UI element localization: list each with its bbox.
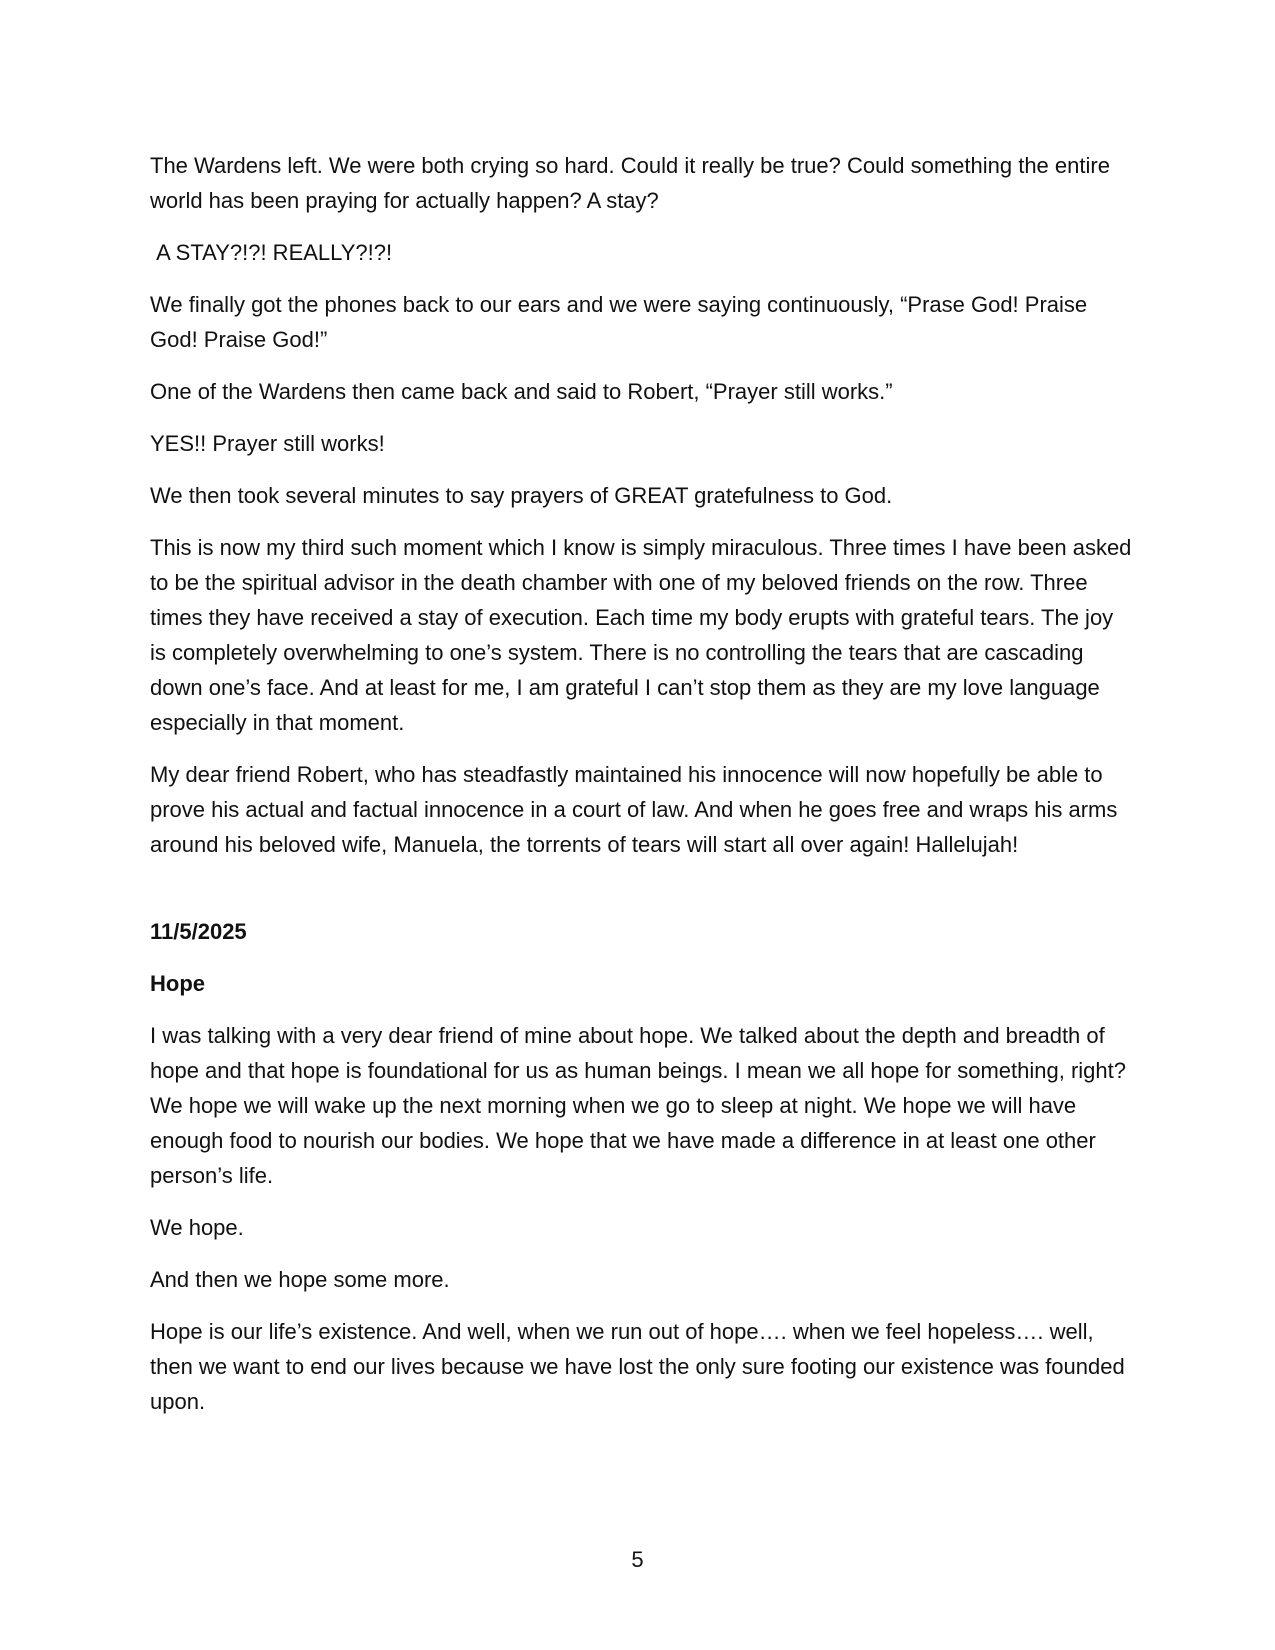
paragraph-third-moment: This is now my third such moment which I know is simply miraculous. Three times I have been asked to be the spiritual advisor in the death chamber with one of my beloved friends on the row. Three times they have received a stay of execution. Each time my body erupts with grateful tears. The joy is completely overwhelming to one’s system. There is no controlling the tears that are cascading down one’s face. And at least for me, I am grateful I can’t stop them as they are my love language especially in that moment. xyxy=(150,535,1132,735)
entry-title: Hope xyxy=(150,971,205,996)
paragraph-talking-about-hope: I was talking with a very dear friend of mine about hope. We talked about the depth and breadth of hope and that hope is foundational for us as human beings. I mean we all hope for something, right? We hope we will wake up the next morning when we go to sleep at night. We hope we will have enough food to nourish our bodies. We hope that we have made a difference in at least one other person’s life. xyxy=(150,1023,1126,1188)
paragraph-warden-came-back: One of the Wardens then came back and said to Robert, “Prayer still works.” xyxy=(150,379,893,404)
paragraph-prayers-of-gratefulness: We then took several minutes to say prayers of GREAT gratefulness to God. xyxy=(150,483,893,508)
paragraph-wardens-left: The Wardens left. We were both crying so hard. Could it really be true? Could something the entire world has been praying for actually happen? A stay? xyxy=(150,153,1110,213)
paragraph-hope-existence: Hope is our life’s existence. And well, when we run out of hope…. when we feel hopeless…. well, then we want to end our lives because we have lost the only sure footing our existence was founded upon. xyxy=(150,1319,1125,1414)
paragraph-phones-back: We finally got the phones back to our ears and we were saying continuously, “Prase God! Praise God! Praise God!” xyxy=(150,292,1088,352)
page-content xyxy=(150,148,1135,1436)
paragraph-dear-friend-robert: My dear friend Robert, who has steadfastly maintained his innocence will now hopefully be able to prove his actual and factual innocence in a court of law. And when he goes free and wraps his arms around his beloved wife, Manuela, the torrents of tears will start all over again! Hallelujah! xyxy=(150,762,1118,857)
entry-date: 11/5/2025 xyxy=(150,919,247,944)
page-number: 5 xyxy=(631,1547,644,1572)
paragraph-we-hope: We hope. xyxy=(150,1215,244,1240)
section-spacer xyxy=(150,879,1135,914)
paragraph-prayer-still-works: YES!! Prayer still works! xyxy=(150,431,385,456)
paragraph-hope-some-more: And then we hope some more. xyxy=(150,1267,450,1292)
paragraph-a-stay: A STAY?!?! REALLY?!?! xyxy=(150,240,393,265)
